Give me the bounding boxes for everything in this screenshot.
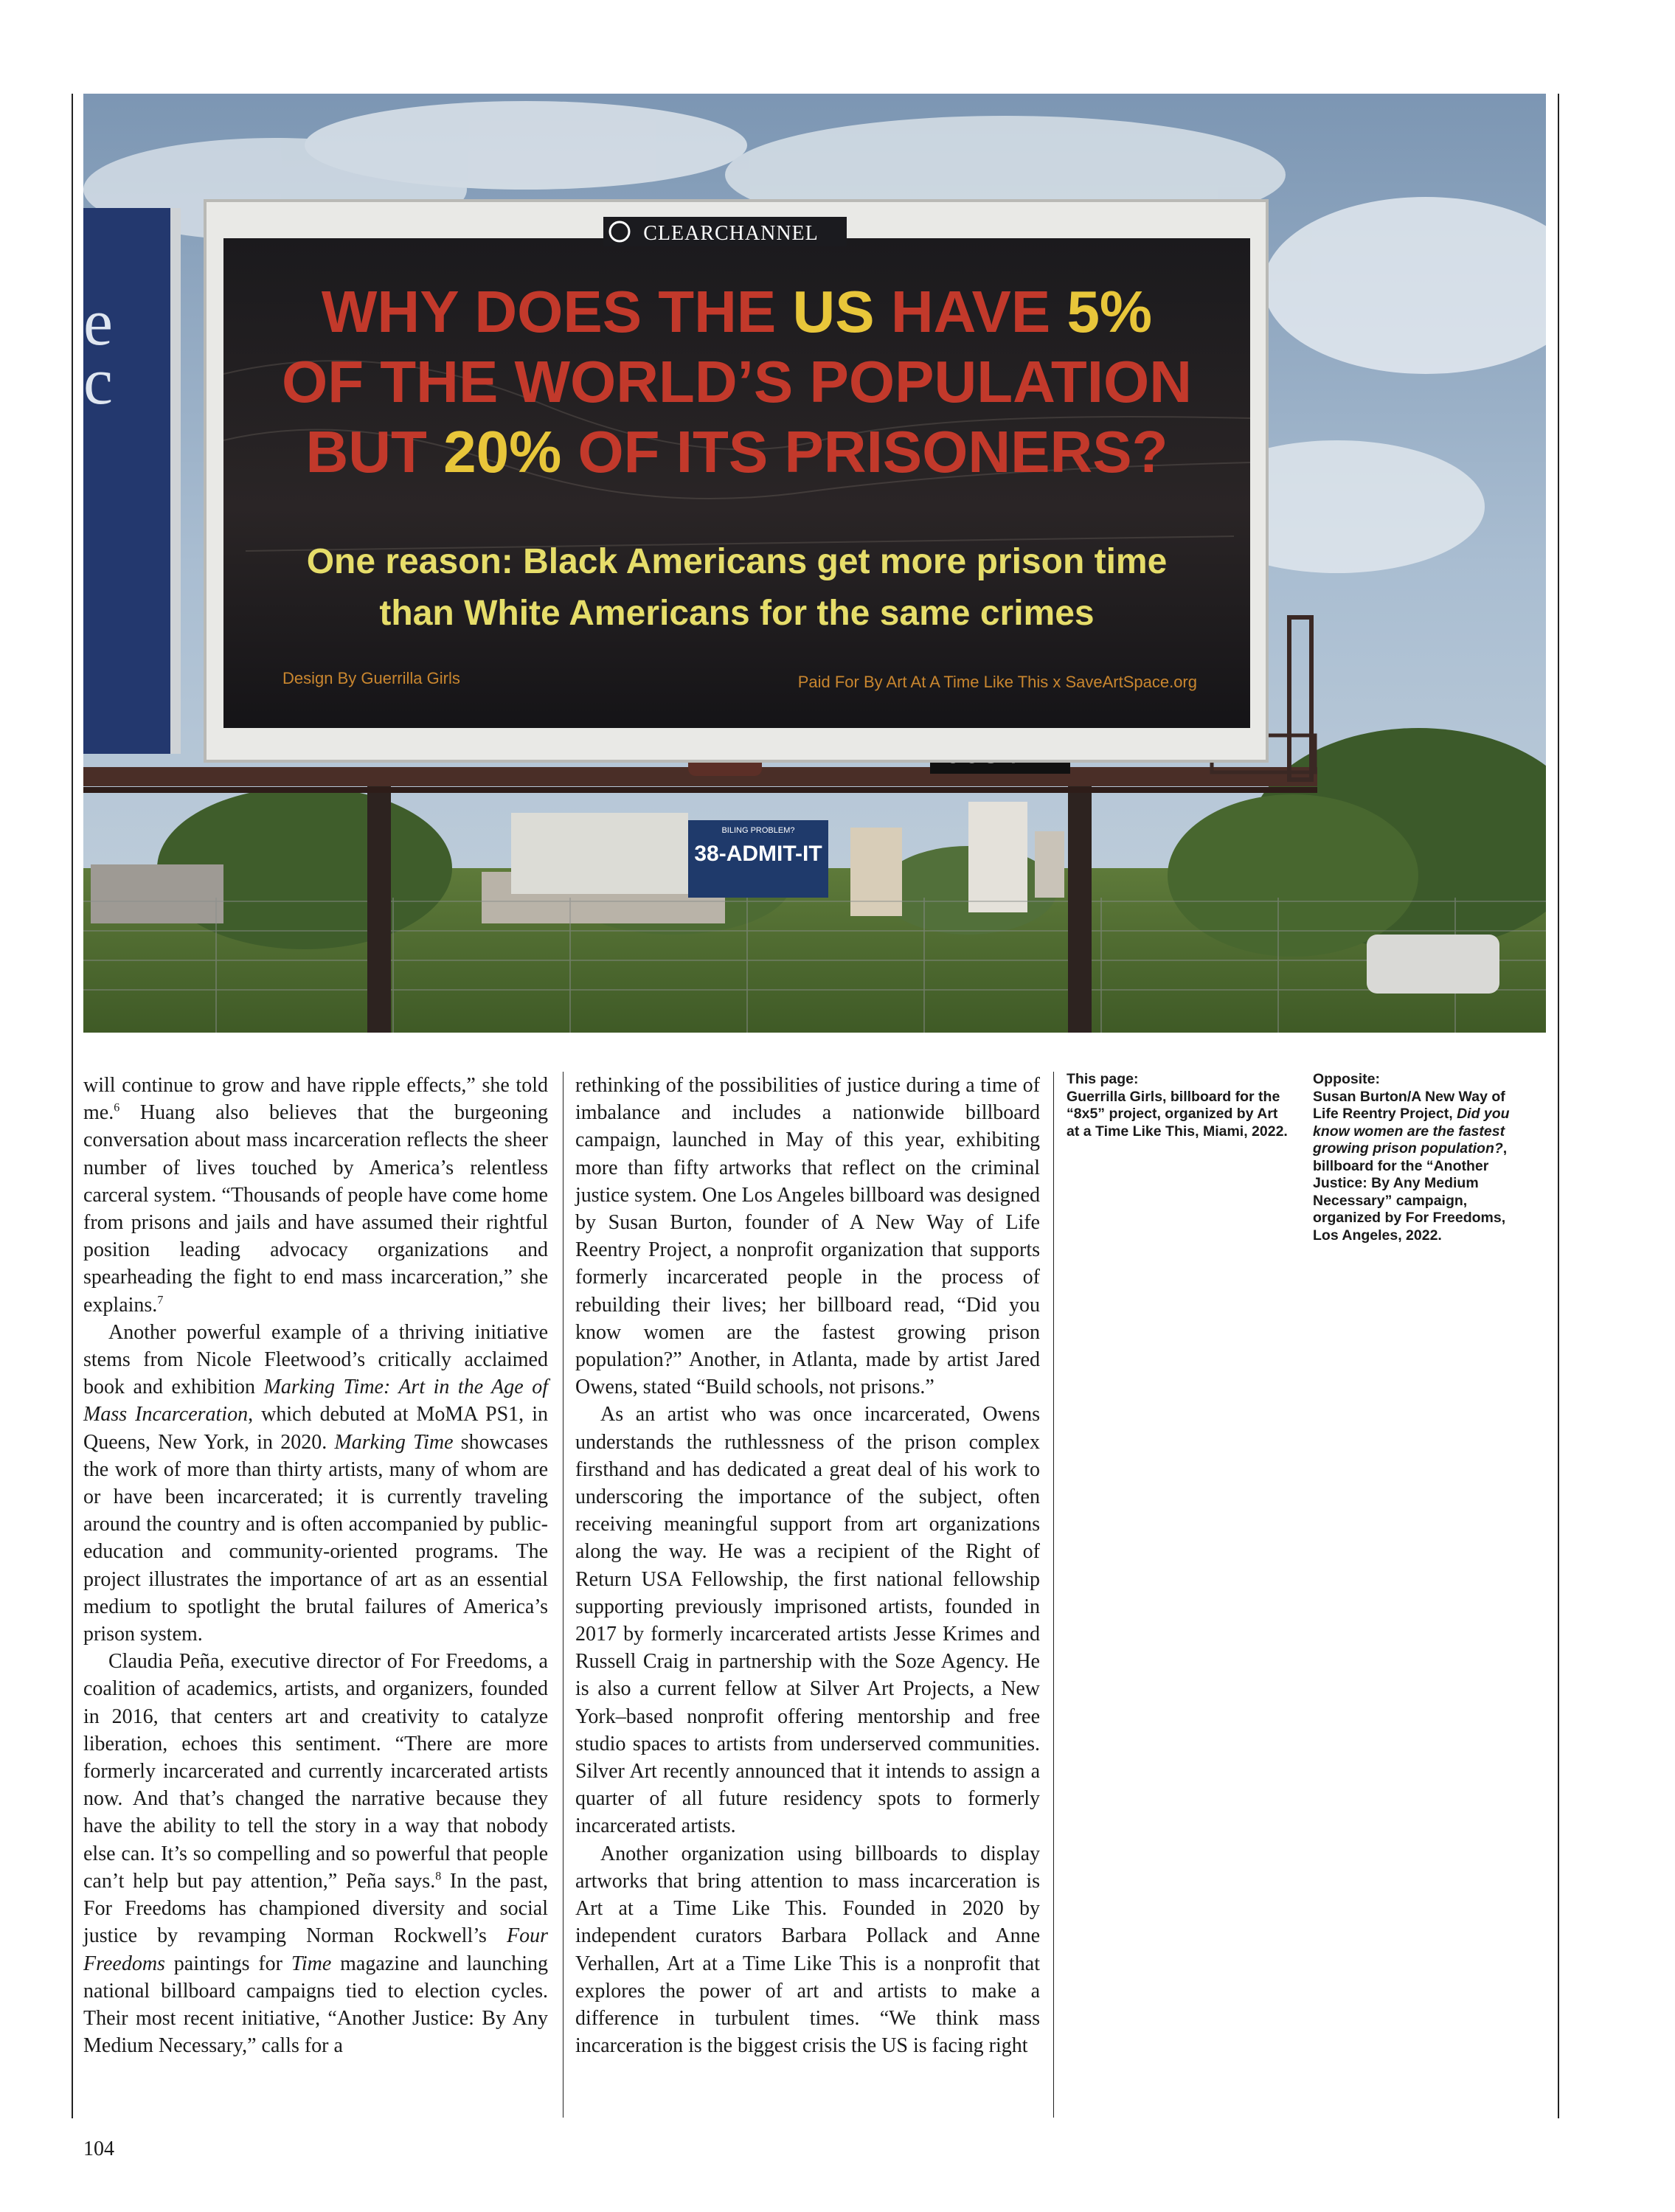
caption-body: Susan Burton/A New Way of Life Reentry Project, Did you know women are the fastest growing prison population?, billboard for the “Another Justice: By Any Medium Necessary” campaign, organized by For Freedoms, Los Angeles, 2022. — [1313, 1088, 1510, 1244]
photo-caption-opposite — [1313, 1071, 1534, 1244]
billboard-credit-design: Design By Guerrilla Girls — [282, 669, 460, 687]
caption-heading: This page: — [1067, 1071, 1139, 1087]
clearchannel-brand: CLEARCHANNEL — [643, 222, 819, 245]
paragraph: As an artist who was once incarcerated, Owens understands the ruthlessness of the prison complex firsthand and has dedicated a great deal of his work to underscoring the importance of the subject, often receiving meaningful support from art organizations along the way. He was a recipient of the Right of Return USA Fellowship, the first national fellowship supporting previously imprisoned artists, founded in 2017 by formerly incarcerated artists Jesse Krimes and Russell Craig in partnership with the Soze Agency. He is also a current fellow at Silver Art Projects, a New York–based nonprofit offering mentorship and free studio spaces to artists from underserved communities. Silver Art recently announced that it intends to assign a quarter of all future residency spots to formerly incarcerated artists. — [575, 1403, 1040, 1838]
footnote-ref: 8 — [435, 1870, 442, 1883]
photo-caption-this-page — [1067, 1071, 1288, 1140]
footnote-ref: 7 — [157, 1294, 164, 1307]
paragraph: Another powerful example of a thriving initiative stems from Nicole Fleetwood’s critically acclaimed book and exhibition Marking Time: Art in the Age of Mass Incarceration, which debuted at MoMA PS1, in Queens, New York, in 2020. Marking Time showcases the work of more than thirty artists, many of whom are or have been incarcerated; it is currently traveling around the country and is often accompanied by public-education and community-oriented programs. The project illustrates the importance of art as an essential medium to spotlight the brutal failures of America’s prison system. — [83, 1320, 548, 1646]
footnote-ref: 6 — [114, 1101, 120, 1114]
billboard-subline-1: One reason: Black Americans get more prison time — [306, 542, 1168, 581]
background-billboard-top: BILING PROBLEM? — [721, 826, 795, 835]
billboard-subline-2: than White Americans for the same crimes — [379, 594, 1095, 633]
body-column-1 — [83, 1072, 548, 2059]
paragraph: Claudia Peña, executive director of For Freedoms, a coalition of academics, artists, and organizers, founded in 2016, that centers art and creativity to catalyze liberation, echoes this sentiment. “There are more formerly incarcerated and currently incarcerated artists now. And that’s changed the narrative because they have the ability to tell the story in a way that nobody else can. It’s so compelling and so powerful that people can’t help but pay attention,” Peña says.$^8$ In the past, For Freedoms has championed diversity and social justice by revamping Norman Rockwell’s Four Freedoms paintings for Time magazine and launching national billboard campaigns tied to election cycles. Their most recent initiative, “Another Justice: By Any Medium Necessary,” calls for a — [83, 1650, 548, 2058]
caption-heading: Opposite: — [1313, 1071, 1380, 1087]
billboard-headline-line1: WHY DOES THE US HAVE 5% — [321, 279, 1153, 344]
billboard-photograph — [83, 94, 1546, 1033]
left-billboard-letter: e — [83, 286, 113, 359]
background-billboard-text: 38-ADMIT-IT — [694, 842, 822, 866]
billboard-headline-line3: BUT 20% OF ITS PRISONERS? — [305, 419, 1168, 485]
body-column-2 — [575, 1072, 1040, 2059]
billboard-headline-line2: OF THE WORLD’S POPULATION — [281, 349, 1193, 415]
paragraph: Another organization using billboards to display artworks that bring attention to mass incarceration is Art at a Time Like This. Founded in 2020 by independent curators Barbara Pollack and Anne Verhallen, Art at a Time Like This is a nonprofit that explores the power of art and artists to make a difference in turbulent times. “We think mass incarceration is the biggest crisis the US is facing right — [575, 1842, 1040, 2058]
column-divider-right — [1053, 1072, 1054, 2118]
paragraph: rethinking of the possibilities of justice during a time of imbalance and includes a nationwide billboard campaign, launched in May of this year, exhibiting more than fifty artworks that reflect on the criminal justice system. One Los Angeles billboard was designed by Susan Burton, founder of A New Way of Life Reentry Project, a nonprofit organization that supports formerly incarcerated people in the process of rebuilding their lives; her billboard read, “Did you know women are the fastest growing prison population?” Another, in Atlanta, made by artist Jared Owens, stated “Build schools, not prisons.” — [575, 1074, 1040, 1399]
parked-truck — [1367, 935, 1499, 994]
background-billboard — [511, 813, 828, 898]
paragraph: will continue to grow and have ripple effects,” she told me.$^6$ Huang also believes that the burgeoning conversation about mass incarceration reflects the sheer number of lives touched by America’s relentless carceral system. “Thousands of people have come home from prisons and jails and have assumed their rightful position leading advocacy organizations and spearheading the fight to end mass incarceration,” she explains.$^7$ — [83, 1074, 548, 1317]
caption-body: Guerrilla Girls, billboard for the “8x5” project, organized by Art at a Time Like This, Miami, 2022. — [1067, 1088, 1288, 1140]
left-billboard-letter-2: c — [83, 345, 113, 418]
billboard-headline — [282, 279, 1192, 633]
right-margin-rule — [1558, 94, 1559, 2118]
left-billboard-edge — [83, 208, 181, 754]
left-margin-rule — [72, 94, 73, 2118]
billboard-credit-paid: Paid For By Art At A Time Like This x SaveArtSpace.org — [797, 673, 1197, 691]
page-number: 104 — [83, 2138, 114, 2160]
